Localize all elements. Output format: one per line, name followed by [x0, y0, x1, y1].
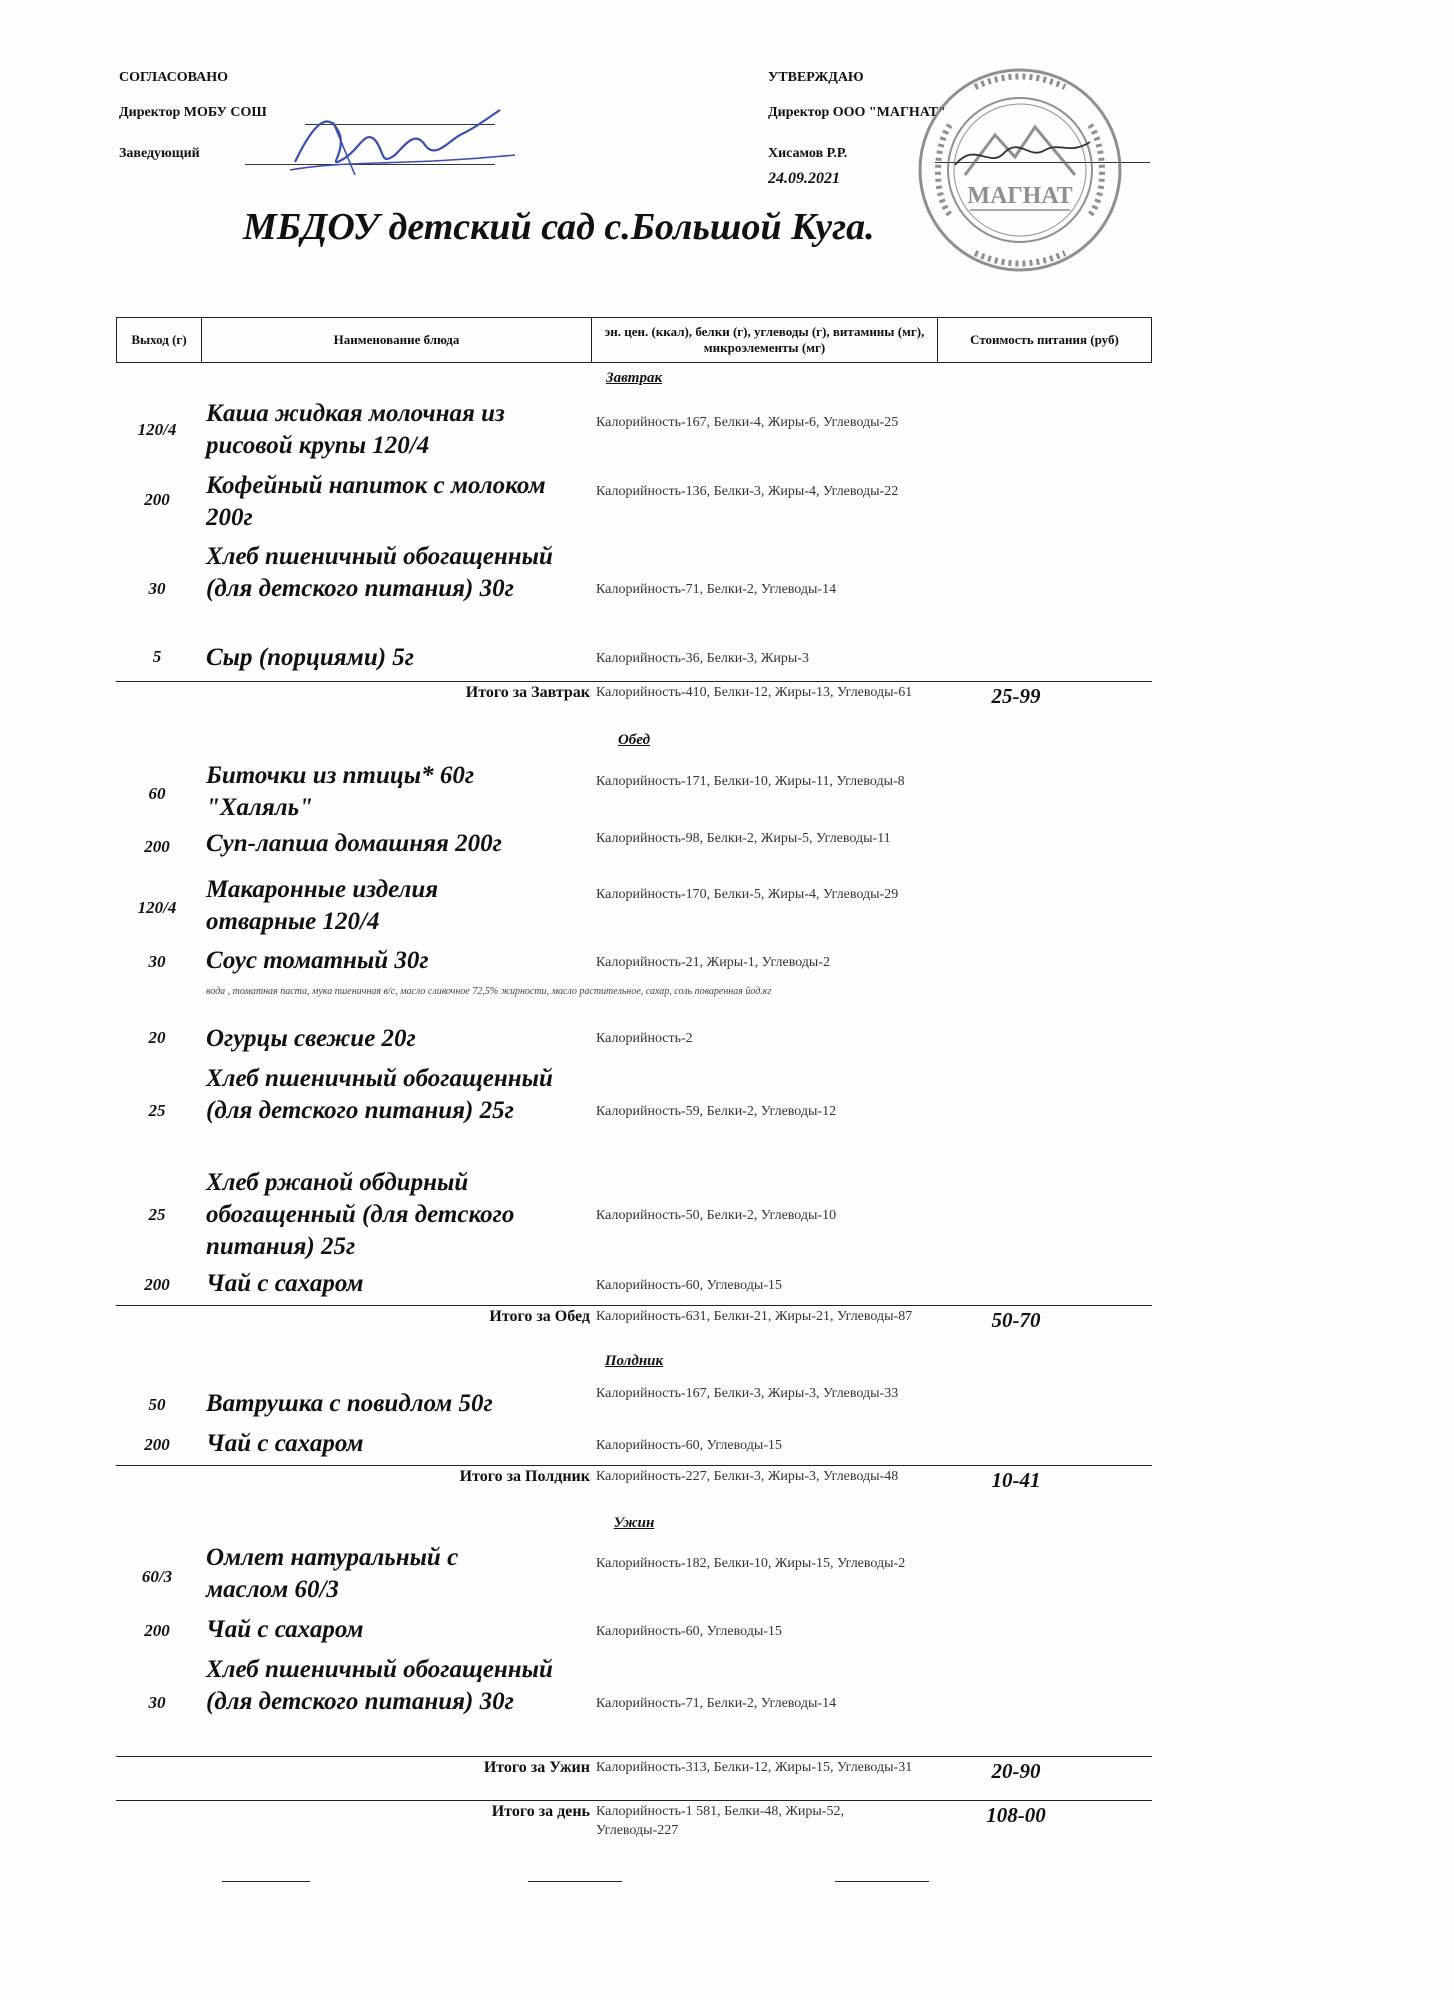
row-nutrition: Калорийность-60, Углеводы-15	[596, 1624, 782, 1639]
section-snack: Полдник	[604, 1353, 664, 1369]
total-nutrition: Калорийность-631, Белки-21, Жиры-21, Углеводы-87	[596, 1309, 913, 1324]
row-dish: Огурцы свежие 20г	[206, 1025, 416, 1052]
right-name-label: Хисамов Р.Р.	[768, 146, 848, 161]
row-nutrition: Калорийность-171, Белки-10, Жиры-11, Углеводы-8	[596, 774, 905, 789]
signature-left	[285, 100, 525, 185]
footer-line-1	[222, 1881, 310, 1882]
total-label: Итого за Завтрак	[465, 684, 590, 701]
row-dish: Биточки из птицы* 60г "Халяль"	[206, 762, 475, 821]
row-nutrition: Калорийность-2	[596, 1031, 693, 1046]
row-nutrition: Калорийность-170, Белки-5, Жиры-4, Углеводы-29	[596, 887, 899, 902]
divider	[116, 681, 1152, 682]
row-nutrition: Калорийность-60, Углеводы-15	[596, 1438, 782, 1453]
col-nutrition: эн. цен. (ккал), белки (г), углеводы (г), витамины (мг), микроэлементы (мг)	[591, 317, 938, 363]
page-title: МБДОУ детский сад с.Большой Куга.	[243, 206, 875, 248]
row-qty: 120/4	[137, 898, 177, 917]
row-dish: Хлеб пшеничный обогащенный (для детского питания) 25г	[206, 1065, 553, 1124]
row-dish: Хлеб пшеничный обогащенный (для детского питания) 30г	[206, 1656, 553, 1715]
row-dish: Омлет натуральный с маслом 60/3	[206, 1544, 459, 1603]
footer-line-2	[528, 1881, 622, 1882]
row-qty: 30	[148, 579, 166, 598]
row-nutrition: Калорийность-71, Белки-2, Углеводы-14	[596, 582, 837, 597]
row-dish: Ватрушка с повидлом 50г	[206, 1390, 493, 1417]
row-qty: 200	[144, 490, 170, 509]
row-qty: 120/4	[137, 420, 177, 439]
row-dish: Макаронные изделия отварные 120/4	[206, 876, 439, 935]
row-nutrition: Калорийность-98, Белки-2, Жиры-5, Углеводы-11	[596, 831, 891, 846]
row-dish: Соус томатный 30г	[206, 947, 429, 974]
row-qty: 60	[148, 784, 166, 803]
row-qty: 200	[144, 1275, 170, 1294]
row-qty: 30	[148, 1693, 166, 1712]
row-qty: 200	[144, 1621, 170, 1640]
row-nutrition: Калорийность-50, Белки-2, Углеводы-10	[596, 1208, 837, 1223]
svg-text:МАГНАТ: МАГНАТ	[967, 183, 1073, 209]
row-nutrition: Калорийность-136, Белки-3, Жиры-4, Углеводы-22	[596, 484, 899, 499]
total-cost: 10-41	[991, 1468, 1041, 1492]
total-cost: 50-70	[991, 1308, 1041, 1332]
total-cost: 20-90	[991, 1759, 1041, 1783]
row-nutrition: Калорийность-167, Белки-4, Жиры-6, Углеводы-25	[596, 415, 899, 430]
approval-date: 24.09.2021	[768, 170, 840, 187]
footer-line-3	[835, 1881, 929, 1882]
total-label: Итого за Полдник	[459, 1468, 590, 1485]
total-cost: 25-99	[991, 684, 1041, 708]
day-total-cost: 108-00	[986, 1803, 1046, 1827]
row-dish: Сыр (порциями) 5г	[206, 644, 415, 671]
head-label: Заведующий	[119, 146, 200, 161]
col-qty: Выход (г)	[116, 317, 202, 363]
row-qty: 50	[148, 1395, 166, 1414]
row-dish: Хлеб ржаной обдирный обогащенный (для детского питания) 25г	[206, 1169, 515, 1260]
row-nutrition: Калорийность-71, Белки-2, Углеводы-14	[596, 1696, 837, 1711]
row-qty: 200	[144, 837, 170, 856]
row-qty: 25	[148, 1101, 166, 1120]
total-label: Итого за Обед	[489, 1308, 590, 1325]
row-nutrition: Калорийность-21, Жиры-1, Углеводы-2	[596, 955, 831, 970]
day-total-nutrition: Калорийность-1 581, Белки-48, Жиры-52, Углеводы-227	[596, 1804, 844, 1838]
total-nutrition: Калорийность-313, Белки-12, Жиры-15, Углеводы-31	[596, 1760, 913, 1775]
row-qty: 30	[148, 952, 166, 971]
right-director-label: Директор ООО "МАГНАТ"	[768, 105, 946, 120]
row-nutrition: Калорийность-60, Углеводы-15	[596, 1278, 782, 1293]
left-director-label: Директор МОБУ СОШ	[119, 105, 267, 120]
divider	[116, 1756, 1152, 1757]
row-dish: Чай с сахаром	[206, 1616, 364, 1643]
divider	[116, 1305, 1152, 1306]
signature-right	[950, 130, 1100, 180]
row-dish: Кофейный напиток с молоком 200г	[206, 472, 546, 531]
row-qty: 20	[148, 1028, 166, 1047]
row-dish: Чай с сахаром	[206, 1430, 364, 1457]
row-dish: Суп-лапша домашняя 200г	[206, 830, 502, 857]
agreed-label: СОГЛАСОВАНО	[119, 70, 228, 85]
section-breakfast: Завтрак	[605, 370, 663, 386]
col-dish: Наименование блюда	[201, 317, 592, 363]
total-nutrition: Калорийность-410, Белки-12, Жиры-13, Углеводы-61	[596, 685, 913, 700]
row-qty: 200	[144, 1435, 170, 1454]
total-label: Итого за Ужин	[483, 1759, 590, 1776]
row-qty: 5	[152, 647, 162, 666]
total-nutrition: Калорийность-227, Белки-3, Жиры-3, Углеводы-48	[596, 1469, 899, 1484]
row-dish: Хлеб пшеничный обогащенный (для детского питания) 30г	[206, 543, 553, 602]
col-cost: Стоимость питания (руб)	[937, 317, 1152, 363]
row-dish: Каша жидкая молочная из рисовой крупы 120/4	[206, 400, 505, 459]
row-qty: 60/3	[141, 1567, 173, 1586]
row-qty: 25	[148, 1205, 166, 1224]
section-dinner: Ужин	[613, 1515, 655, 1531]
row-dish: Чай с сахаром	[206, 1270, 364, 1297]
row-nutrition: Калорийность-36, Белки-3, Жиры-3	[596, 651, 809, 666]
approve-label: УТВЕРЖДАЮ	[768, 70, 864, 85]
row-ingredients: вода , томатная паста, мука пшеничная в/с, масло сливочное 72,5% жирности, масло растительное, сахар, соль поваренная йод.кг	[206, 986, 772, 997]
row-nutrition: Калорийность-167, Белки-3, Жиры-3, Углеводы-33	[596, 1386, 899, 1401]
row-nutrition: Калорийность-182, Белки-10, Жиры-15, Углеводы-2	[596, 1556, 906, 1571]
day-total-label: Итого за день	[491, 1803, 590, 1820]
section-lunch: Обед	[617, 732, 651, 748]
divider	[116, 1800, 1152, 1801]
divider	[116, 1465, 1152, 1466]
row-nutrition: Калорийность-59, Белки-2, Углеводы-12	[596, 1104, 837, 1119]
